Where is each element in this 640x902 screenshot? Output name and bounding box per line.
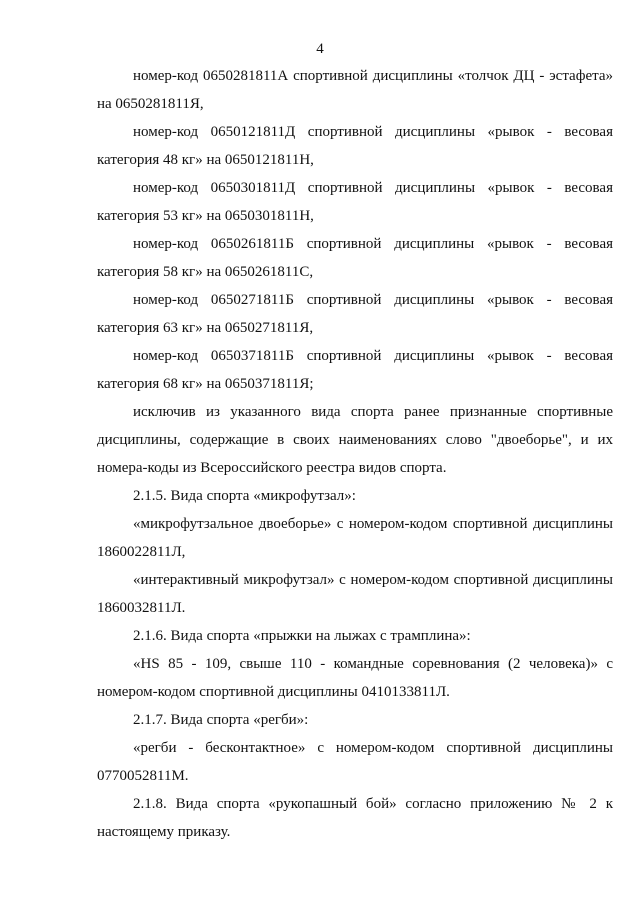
paragraph-code-change-53kg: номер-код 0650301811Д спортивной дисциплины «рывок - весовая категория 53 кг» на 0650301811Н, (97, 180, 613, 224)
section-heading-2-1-5: 2.1.5. Вида спорта «микрофутзал»: (133, 488, 356, 504)
paragraph-hs-team: «HS 85 - 109, свыше 110 - командные соревнования (2 человека)» с номером-кодом спортивной дисциплины 0410133811Л. (97, 656, 613, 700)
paragraph-code-change-68kg: номер-код 0650371811Б спортивной дисциплины «рывок - весовая категория 68 кг» на 0650371811Я; (97, 348, 613, 392)
paragraph-exclusion: исключив из указанного вида спорта ранее признанные спортивные дисциплины, содержащие в своих наименованиях слово "двоеборье", и их номера-коды из Всероссийского реестра видов спорта. (97, 404, 613, 476)
paragraph-code-change-58kg: номер-код 0650261811Б спортивной дисциплины «рывок - весовая категория 58 кг» на 0650261811С, (97, 236, 613, 280)
document-body (97, 62, 613, 846)
paragraph-code-change-tolchok: номер-код 0650281811А спортивной дисциплины «толчок ДЦ - эстафета» на 0650281811Я, (97, 68, 613, 112)
paragraph-code-change-63kg: номер-код 0650271811Б спортивной дисциплины «рывок - весовая категория 63 кг» на 0650271811Я, (97, 292, 613, 336)
paragraph-interactive-microfutsal: «интерактивный микрофутзал» с номером-кодом спортивной дисциплины 1860032811Л. (97, 572, 613, 616)
paragraph-rugby-contactless: «регби - бесконтактное» с номером-кодом спортивной дисциплины 0770052811М. (97, 740, 613, 784)
paragraph-2-1-8-hand-to-hand: 2.1.8. Вида спорта «рукопашный бой» согласно приложению № 2 к настоящему приказу. (97, 796, 613, 840)
paragraph-microfutsal-dvoeborye: «микрофутзальное двоеборье» с номером-кодом спортивной дисциплины 1860022811Л, (97, 516, 613, 560)
section-heading-2-1-7: 2.1.7. Вида спорта «регби»: (133, 712, 309, 728)
section-heading-2-1-6: 2.1.6. Вида спорта «прыжки на лыжах с трамплина»: (133, 628, 471, 644)
paragraph-code-change-48kg: номер-код 0650121811Д спортивной дисциплины «рывок - весовая категория 48 кг» на 0650121811Н, (97, 124, 613, 168)
page-number: 4 (316, 41, 324, 57)
